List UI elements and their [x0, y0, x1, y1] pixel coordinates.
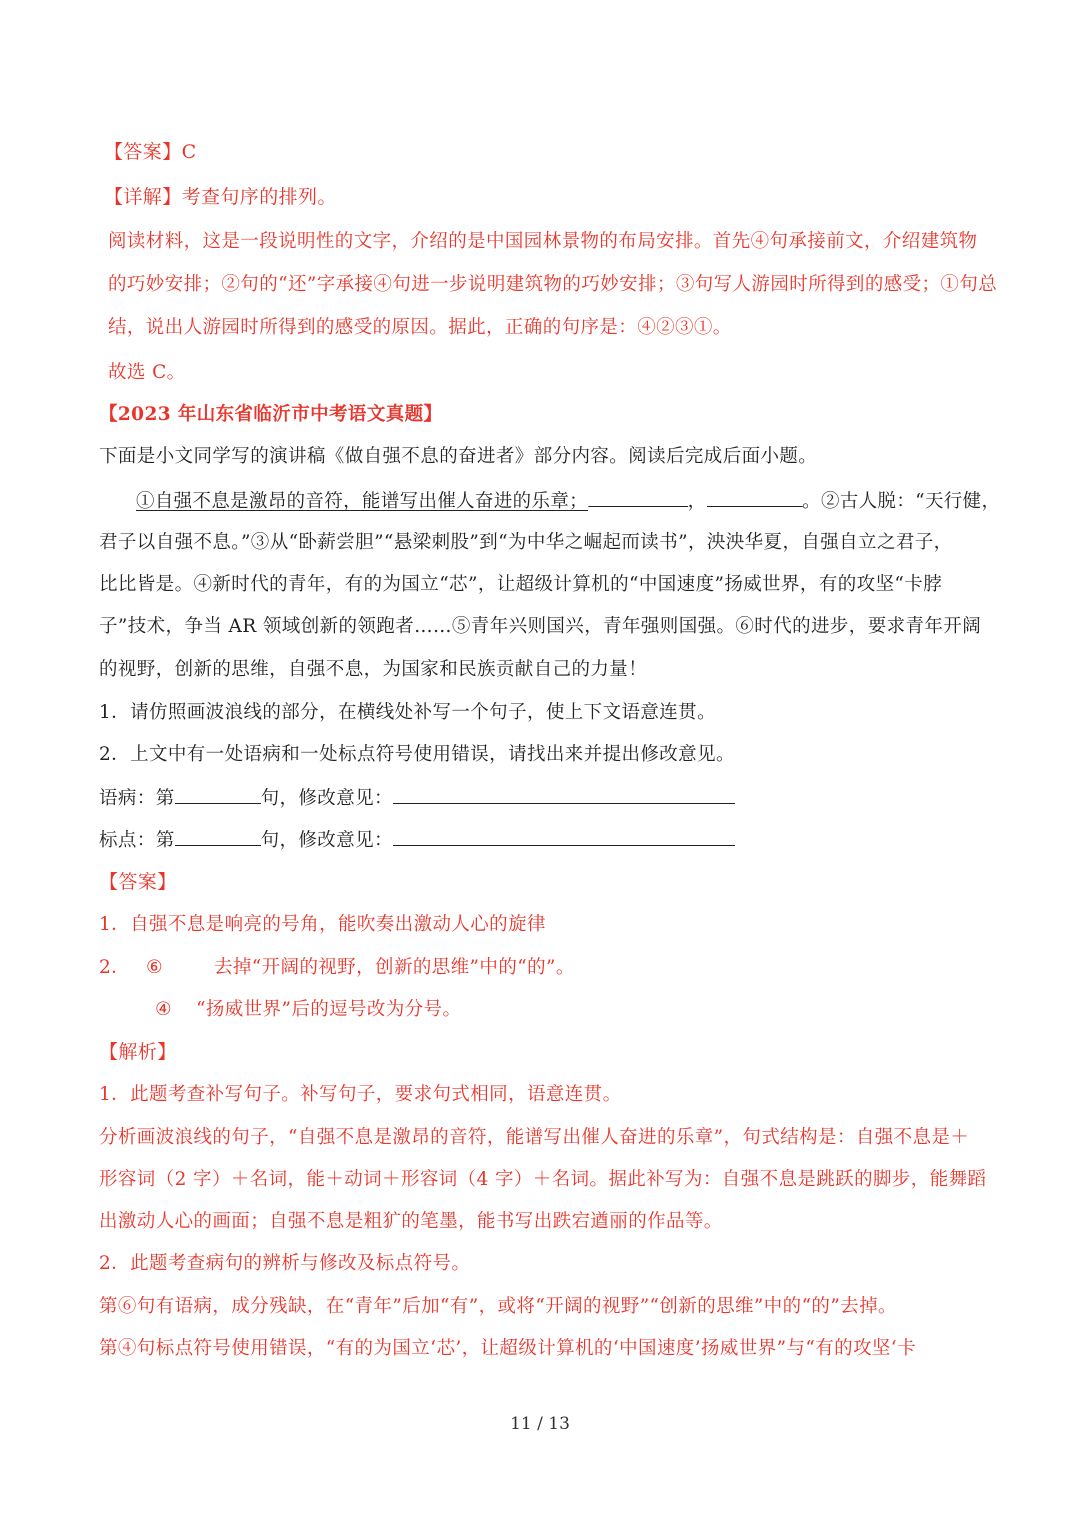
detail-text: 考查句序的排列。 [181, 186, 337, 208]
analysis-line: 2．此题考查病句的辨析与修改及标点符号。 [99, 1253, 471, 1274]
passage-tail: 。②古人脱：“天行健， [802, 491, 1001, 512]
analysis-line: 第⑥句有语病，成分残缺，在“青年”后加“有”，或将“开阔的视野”“创新的思维”中的“的”去掉。 [99, 1296, 897, 1317]
passage-line-1 [136, 488, 1000, 515]
page-number: 11 / 13 [510, 1414, 570, 1434]
answer-2-number: 2． [99, 957, 131, 978]
analysis-line: 形容词（2 字）＋名词，能＋动词＋形容词（4 字）＋名词。据此补写为：自强不息是跳跃的脚步，能舞蹈 [99, 1169, 987, 1190]
answer-label: 【答案】 [104, 141, 182, 163]
analysis-line: 故选 C。 [108, 362, 186, 383]
answer-label: 【答案】 [99, 871, 177, 893]
fill-label: 语病：第 [99, 788, 175, 809]
question-intro: 下面是小文同学写的演讲稿《做自强不息的奋进者》部分内容。阅读后完成后面小题。 [99, 446, 818, 467]
blank-separator: ， [687, 491, 707, 512]
wavy-sentence: ①自强不息是激昂的音符，能谱写出催人奋进的乐章； [136, 491, 589, 512]
passage-line: 君子以自强不息。”③从“卧薪尝胆”“悬梁刺股”到“为中华之崛起而读书”，泱泱华夏，自强自立之君子， [99, 532, 953, 553]
analysis-line: 出激动人心的画面；自强不息是粗犷的笔墨，能书写出跌宕遒丽的作品等。 [99, 1211, 723, 1232]
passage-line: 的视野，创新的思维，自强不息，为国家和民族贡献自己的力量！ [99, 659, 648, 680]
analysis-label: 【解析】 [99, 1041, 177, 1063]
analysis-line: 1．此题考查补写句子。补写句子，要求句式相同，语意连贯。 [99, 1084, 622, 1105]
suggestion-blank[interactable] [393, 827, 735, 846]
fill-line-grammar [99, 785, 735, 812]
sentence-number-blank[interactable] [175, 827, 261, 846]
answer-2-ref: ⑥ [146, 957, 163, 978]
detail-line [104, 184, 337, 210]
fill-label: 句，修改意见： [260, 788, 393, 809]
detail-label: 【详解】 [104, 186, 182, 208]
answer-3-text: “扬威世界”后的逗号改为分号。 [196, 999, 462, 1020]
fill-label: 标点：第 [99, 830, 175, 851]
question-1: 1．请仿照画波浪线的部分，在横线处补写一个句子，使上下文语意连贯。 [99, 702, 716, 723]
question-title: 【2023 年山东省临沂市中考语文真题】 [99, 404, 443, 425]
fill-label: 句，修改意见： [260, 830, 393, 851]
answer-2-text: 去掉“开阔的视野，创新的思维”中的“的”。 [214, 957, 575, 978]
sentence-number-blank[interactable] [175, 785, 261, 804]
answer-3-ref: ④ [155, 999, 172, 1020]
question-2: 2．上文中有一处语病和一处标点符号使用错误，请找出来并提出修改意见。 [99, 744, 735, 765]
passage-line: 比比皆是。④新时代的青年，有的为国立“芯”，让超级计算机的“中国速度”扬威世界，有的攻坚“卡脖 [99, 574, 943, 595]
answer-line [104, 139, 197, 165]
analysis-line: 的巧妙安排；②句的“还”字承接④句进一步说明建筑物的巧妙安排；③句写人游园时所得到的感受；①句总 [108, 274, 998, 295]
answer-1: 1．自强不息是响亮的号角，能吹奏出激动人心的旋律 [99, 914, 546, 935]
analysis-line: 分析画波浪线的句子，“自强不息是激昂的音符，能谱写出催人奋进的乐章”，句式结构是：自强不息是＋ [99, 1127, 970, 1148]
fill-line-punctuation [99, 827, 735, 854]
analysis-line: 第④句标点符号使用错误，“有的为国立‘芯’，让超级计算机的‘中国速度’扬威世界”与“有的攻坚‘卡 [99, 1338, 916, 1359]
fill-blank[interactable] [707, 488, 803, 507]
suggestion-blank[interactable] [393, 785, 735, 804]
answer-value: C [181, 141, 197, 163]
fill-blank[interactable] [588, 488, 688, 507]
passage-line: 子”技术，争当 AR 领域创新的领跑者……⑤青年兴则国兴，青年强则国强。⑥时代的进步，要求青年开阔 [99, 616, 982, 637]
analysis-line: 结，说出人游园时所得到的感受的原因。据此，正确的句序是：④②③①。 [108, 317, 732, 338]
analysis-line: 阅读材料，这是一段说明性的文字，介绍的是中国园林景物的布局安排。首先④句承接前文，介绍建筑物 [108, 231, 978, 252]
